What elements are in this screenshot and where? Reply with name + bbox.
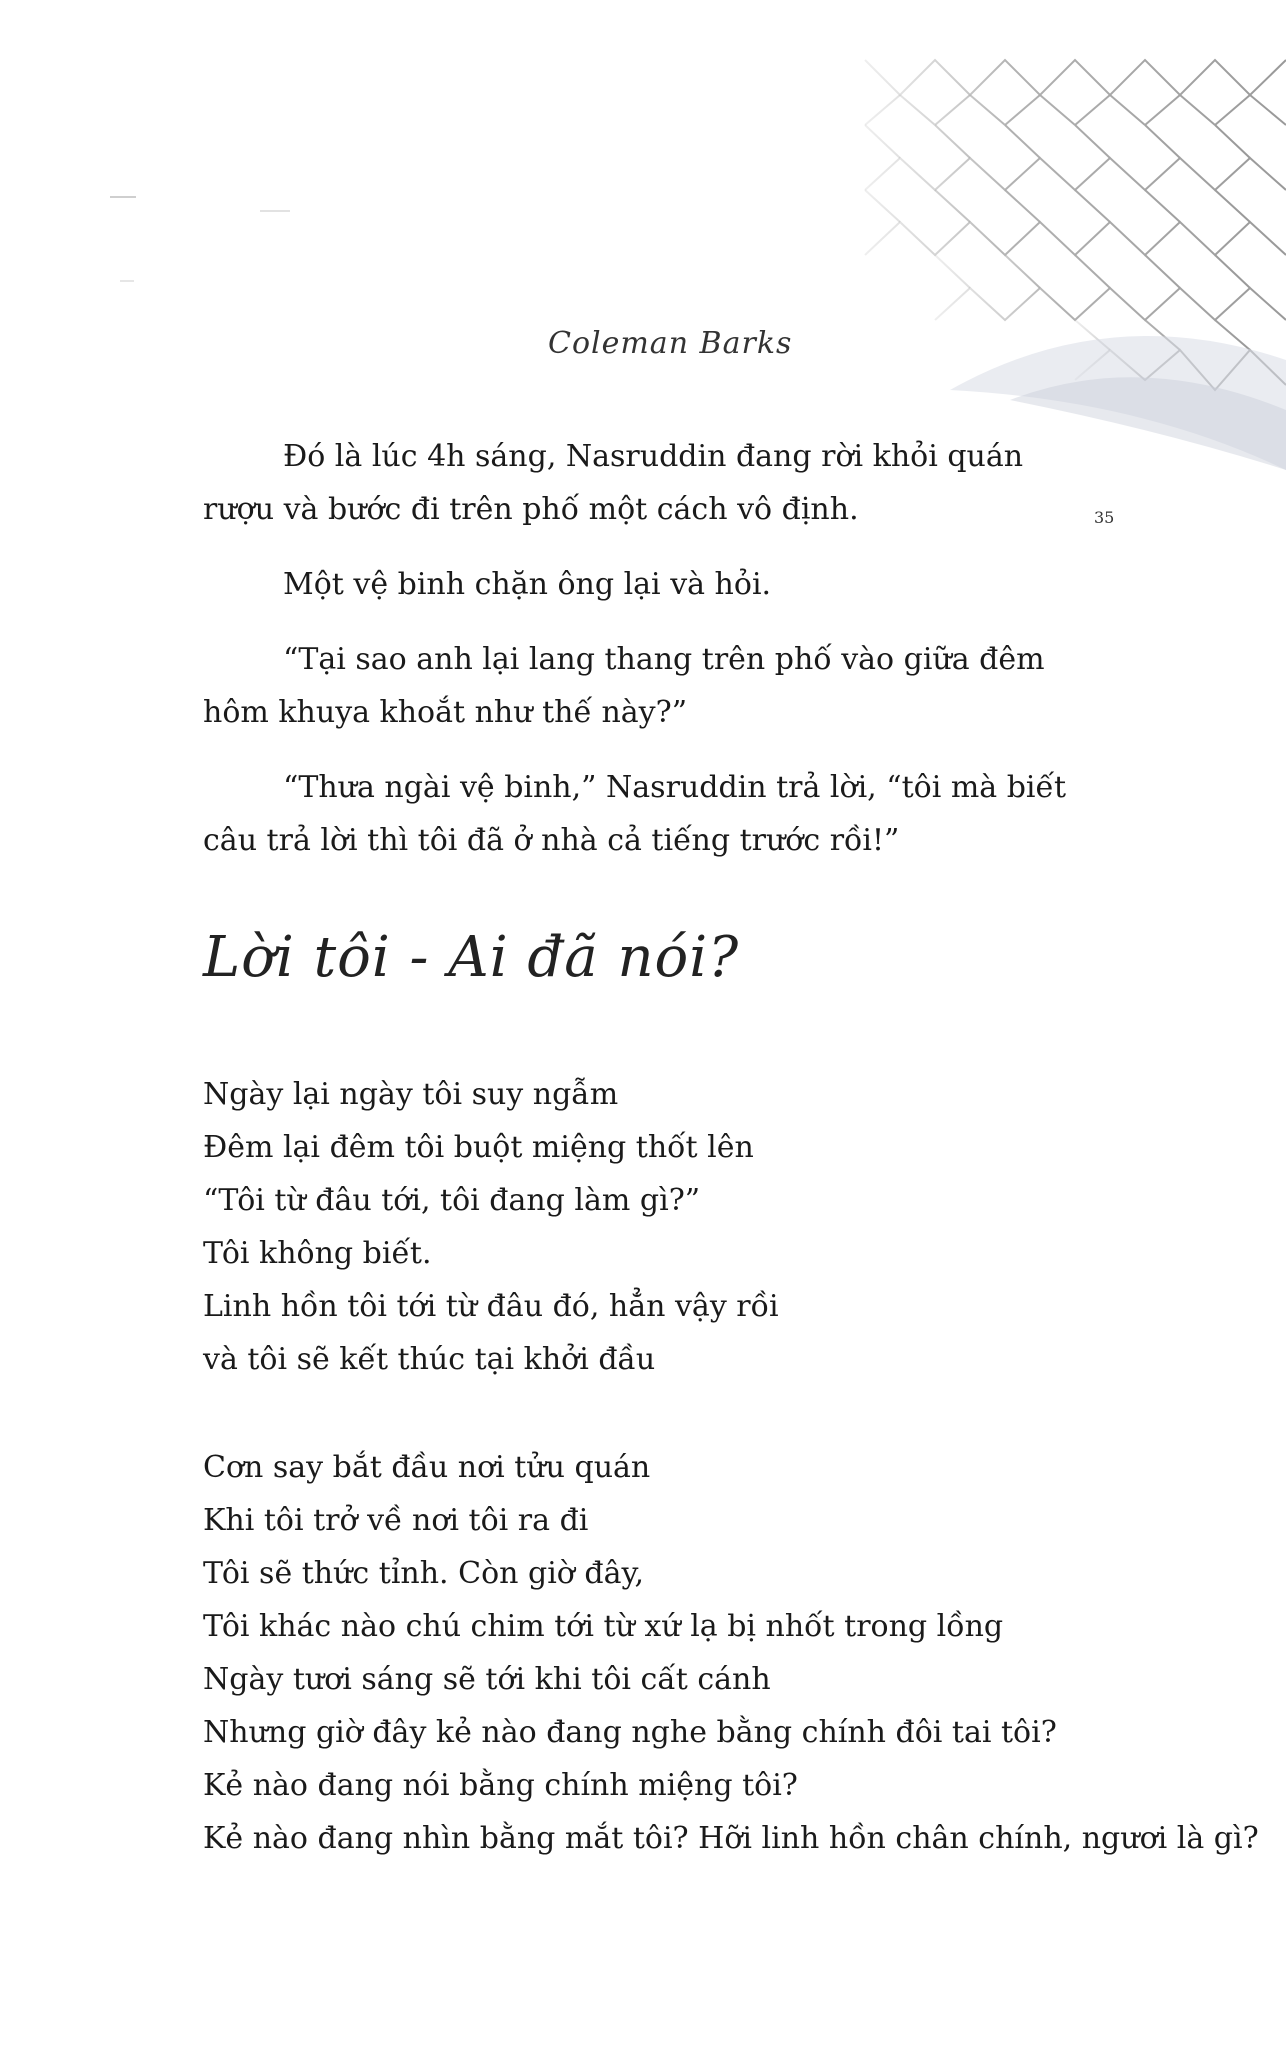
poem-line: Linh hồn tôi tới từ đâu đó, hẳn vậy rồi xyxy=(203,1289,779,1324)
poem-line: “Tôi từ đâu tới, tôi đang làm gì?” xyxy=(203,1183,701,1218)
poem-line: Ngày lại ngày tôi suy ngẫm xyxy=(203,1077,619,1112)
story-paragraph: “Tại sao anh lại lang thang trên phố vào giữa đêm hôm khuya khoắt như thế này?” xyxy=(203,642,1045,730)
poem-line: Đêm lại đêm tôi buột miệng thốt lên xyxy=(203,1130,754,1165)
author-signature: Coleman Barks xyxy=(548,326,793,361)
header-rule xyxy=(260,210,290,212)
poem-line: Kẻ nào đang nói bằng chính miệng tôi? xyxy=(203,1768,798,1803)
lattice-ornament xyxy=(780,0,1286,470)
page-number: 35 xyxy=(1094,508,1115,527)
poem-line: Kẻ nào đang nhìn bằng mắt tôi? Hỡi linh hồn chân chính, ngươi là gì? xyxy=(203,1821,1259,1856)
header-rule xyxy=(120,280,134,282)
header-rule xyxy=(110,196,136,198)
poem-line: Cơn say bắt đầu nơi tửu quán xyxy=(203,1450,651,1485)
poem-stanza xyxy=(203,1068,1103,1386)
poem-line: Tôi sẽ thức tỉnh. Còn giờ đây, xyxy=(203,1556,644,1591)
poem-line: Ngày tươi sáng sẽ tới khi tôi cất cánh xyxy=(203,1662,771,1697)
poem-line: Khi tôi trở về nơi tôi ra đi xyxy=(203,1503,589,1538)
poem-title: Lời tôi - Ai đã nói? xyxy=(203,925,740,990)
story-paragraph: Đó là lúc 4h sáng, Nasruddin đang rời khỏi quán rượu và bước đi trên phố một cách vô định. xyxy=(203,439,1024,527)
story-section xyxy=(203,430,1083,889)
poem-body xyxy=(203,1068,1259,1920)
poem-line: và tôi sẽ kết thúc tại khởi đầu xyxy=(203,1342,656,1377)
poem-line: Tôi không biết. xyxy=(203,1236,432,1271)
poem-line: Tôi khác nào chú chim tới từ xứ lạ bị nhốt trong lồng xyxy=(203,1609,1004,1644)
poem-line: Nhưng giờ đây kẻ nào đang nghe bằng chính đôi tai tôi? xyxy=(203,1715,1057,1750)
story-paragraph: “Thưa ngài vệ binh,” Nasruddin trả lời, “tôi mà biết câu trả lời thì tôi đã ở nhà cả tiếng trước rồi!” xyxy=(203,770,1067,858)
story-paragraph: Một vệ binh chặn ông lại và hỏi. xyxy=(283,567,772,602)
poem-stanza xyxy=(203,1441,1259,1865)
